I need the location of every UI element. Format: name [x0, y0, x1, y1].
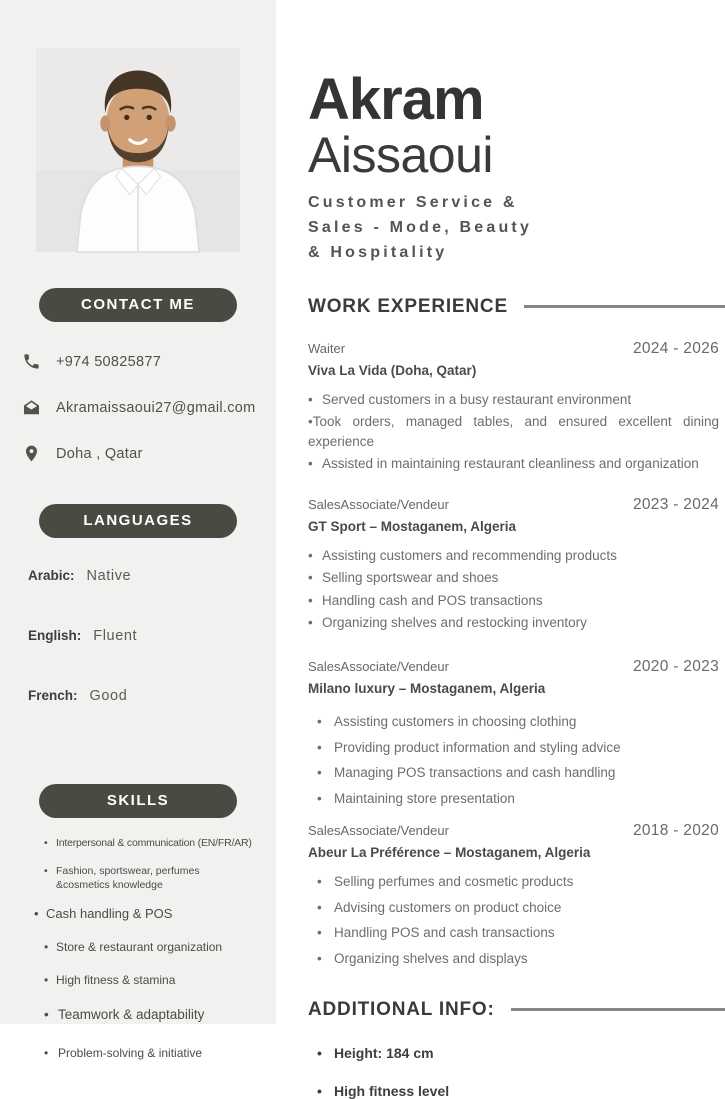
language-row-french [0, 688, 276, 704]
job-bullet: • Assisting customers in choosing clothing [308, 712, 719, 732]
section-title: WORK EXPERIENCE [308, 295, 508, 317]
language-label: English: [28, 628, 82, 643]
language-row-english [0, 628, 276, 644]
job-bullet: • Providing product information and styling advice [308, 738, 719, 758]
job-bullet: • Organizing shelves and displays [308, 949, 719, 969]
heading-rule [511, 1008, 725, 1011]
subtitle-line-1: Customer Service & [308, 194, 518, 212]
additional-info-item: • High fitness level [308, 1083, 719, 1099]
main-content [276, 0, 725, 1099]
job-entry-milano-luxury [308, 658, 719, 808]
skill-item: • Store & restaurant organization [44, 939, 262, 955]
section-title: ADDITIONAL INFO: [308, 998, 495, 1020]
phone-icon [22, 352, 41, 371]
job-head [308, 658, 719, 676]
job-title-subtitle [308, 191, 719, 265]
first-name: Akram [308, 67, 484, 132]
job-head [308, 822, 719, 840]
job-entry-gt-sport [308, 496, 719, 633]
skill-item: • Fashion, sportswear, perfumes &cosmetics knowledge [44, 864, 262, 892]
job-bullet: • Handling POS and cash transactions [308, 923, 719, 943]
job-bullet: • Handling cash and POS transactions [308, 591, 719, 611]
profile-photo [36, 48, 240, 252]
job-dates: 2020 - 2023 [632, 658, 719, 676]
job-title: SalesAssociate/Vendeur [308, 823, 449, 839]
email-address: Akramaissaoui27@gmail.com [56, 399, 256, 416]
skill-item: • Cash handling & POS [34, 905, 262, 923]
skill-item: • Problem-solving & initiative [44, 1045, 262, 1061]
contact-section-header: CONTACT ME [39, 288, 237, 322]
contact-item-location [0, 444, 276, 463]
skill-item: • Interpersonal & communication (EN/FR/AR) [44, 836, 262, 850]
contact-item-email [0, 398, 276, 417]
job-title: SalesAssociate/Vendeur [308, 496, 449, 512]
job-company: Milano luxury – Mostaganem, Algeria [308, 681, 546, 697]
language-row-arabic [0, 568, 276, 584]
skills-list [0, 836, 276, 1061]
job-bullet: • Advising customers on product choice [308, 898, 719, 918]
skill-item: • Teamwork & adaptability [44, 1006, 262, 1024]
heading-rule [524, 305, 725, 308]
job-dates: 2018 - 2020 [632, 822, 719, 840]
job-title: Waiter [308, 340, 346, 356]
job-bullet-list [308, 872, 719, 968]
work-experience-heading [308, 296, 719, 318]
contact-item-phone [0, 352, 276, 371]
job-bullet: • Served customers in a busy restaurant environment [308, 390, 719, 410]
additional-info-list [308, 1045, 719, 1099]
skills-section-header: SKILLS [39, 784, 237, 818]
job-bullet: • Assisting customers and recommending products [308, 546, 719, 566]
job-company: GT Sport – Mostaganem, Algeria [308, 518, 517, 534]
job-bullet: • Selling sportswear and shoes [308, 568, 719, 588]
language-level: Fluent [93, 628, 138, 644]
language-label: Arabic: [28, 568, 75, 583]
job-bullet-list [308, 712, 719, 808]
job-bullet: • Organizing shelves and restocking inventory [308, 613, 719, 633]
additional-info-heading [308, 999, 719, 1021]
location-icon [22, 444, 41, 463]
languages-section-header: LANGUAGES [39, 504, 237, 538]
person-portrait-icon [36, 48, 240, 252]
job-dates: 2023 - 2024 [632, 495, 719, 513]
additional-info-section [308, 999, 719, 1099]
job-head [308, 496, 719, 514]
subtitle-line-3: & Hospitality [308, 243, 448, 261]
skill-item: • High fitness & stamina [44, 972, 262, 988]
work-experience-section [308, 296, 719, 969]
job-entry-abeur-la-preference [308, 822, 719, 968]
languages-list [0, 568, 276, 704]
subtitle-line-2: Sales - Mode, Beauty [308, 218, 533, 236]
email-icon [22, 398, 41, 417]
language-label: French: [28, 688, 78, 703]
job-dates: 2024 - 2026 [632, 339, 719, 357]
job-title: SalesAssociate/Vendeur [308, 659, 449, 675]
job-bullet: • Maintaining store presentation [308, 789, 719, 809]
language-level: Native [86, 568, 132, 584]
job-bullet: •Took orders, managed tables, and ensured excellent dining experience [308, 414, 719, 449]
job-bullet: • Assisted in maintaining restaurant cleanliness and organization [308, 454, 719, 474]
phone-number: +974 50825877 [56, 353, 162, 370]
job-bullet-list [308, 546, 719, 633]
job-head [308, 340, 719, 358]
language-level: Good [89, 688, 128, 704]
name-block [308, 67, 719, 266]
job-bullet: • Selling perfumes and cosmetic products [308, 872, 719, 892]
contact-list [0, 352, 276, 463]
job-bullet-list [308, 390, 719, 474]
sidebar [0, 0, 276, 1060]
job-bullet: • Managing POS transactions and cash handling [308, 763, 719, 783]
job-entry-waiter [308, 340, 719, 474]
job-company: Abeur La Préférence – Mostaganem, Algeria [308, 845, 591, 861]
location-text: Doha , Qatar [56, 445, 143, 462]
additional-info-item: • Height: 184 cm [308, 1045, 719, 1061]
last-name: Aissaoui [308, 127, 493, 184]
job-company: Viva La Vida (Doha, Qatar) [308, 362, 477, 378]
